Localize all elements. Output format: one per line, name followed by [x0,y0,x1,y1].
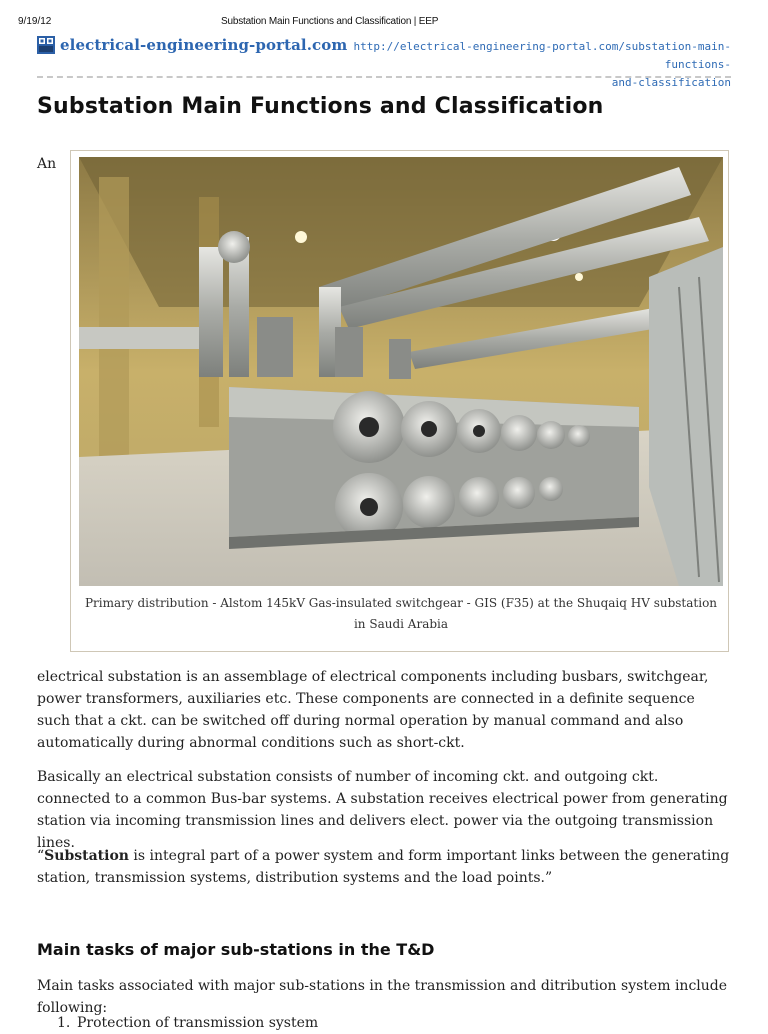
print-title: Substation Main Functions and Classification | EEP [221,16,439,27]
bold-term: Substation [44,848,129,864]
list-item [57,1012,318,1034]
page-title: Substation Main Functions and Classification [37,94,604,119]
paragraph-3 [37,845,731,889]
list-item-text: Protection of transmission system [77,1015,319,1031]
print-header [0,16,768,32]
figure [70,150,729,652]
paragraph-4: Main tasks associated with major sub-stations in the transmission and ditribution system include following: [37,978,728,1016]
article-url-link[interactable] [311,38,731,92]
quote-mark: “ [37,848,45,864]
url-line-2[interactable]: and-classification [611,76,731,89]
task-list [57,1012,318,1034]
url-line-1[interactable]: http://electrical-engineering-portal.com/substation-main-functions- [353,40,731,71]
lead-word: An [37,156,57,172]
print-date: 9/19/12 [18,16,52,27]
site-header [37,36,731,89]
figure-caption: Primary distribution - Alstom 145kV Gas-insulated switchgear - GIS (F35) at the Shuqaiq HV substation in Saudi Arabia [84,596,718,631]
gis-switchgear-photo [79,157,723,586]
paragraph-1: electrical substation is an assemblage of electrical components including busbars, switchgear, power transformers, auxiliaries etc. These components are connected in a definite sequence such that a ckt. can be switched off during normal operation by manual command and also automatically during abnormal conditions such as short-ckt. [37,669,709,751]
site-name-link[interactable]: electrical-engineering-portal.com [60,36,348,54]
paragraph-3-rest: is integral part of a power system and form important links between the generating station, transmission systems, distribution systems and the load points.” [37,848,730,886]
paragraph-2: Basically an electrical substation consists of number of incoming ckt. and outgoing ckt. connected to a common Bus-bar systems. A substation receives electrical power from generating station via incoming transmission lines and delivers elect. power via the outgoing transmission lines. [37,769,728,851]
section-heading: Main tasks of major sub-stations in the T&D [37,940,435,959]
eep-logo-icon[interactable] [37,36,55,54]
list-number: 1. [57,1015,71,1031]
